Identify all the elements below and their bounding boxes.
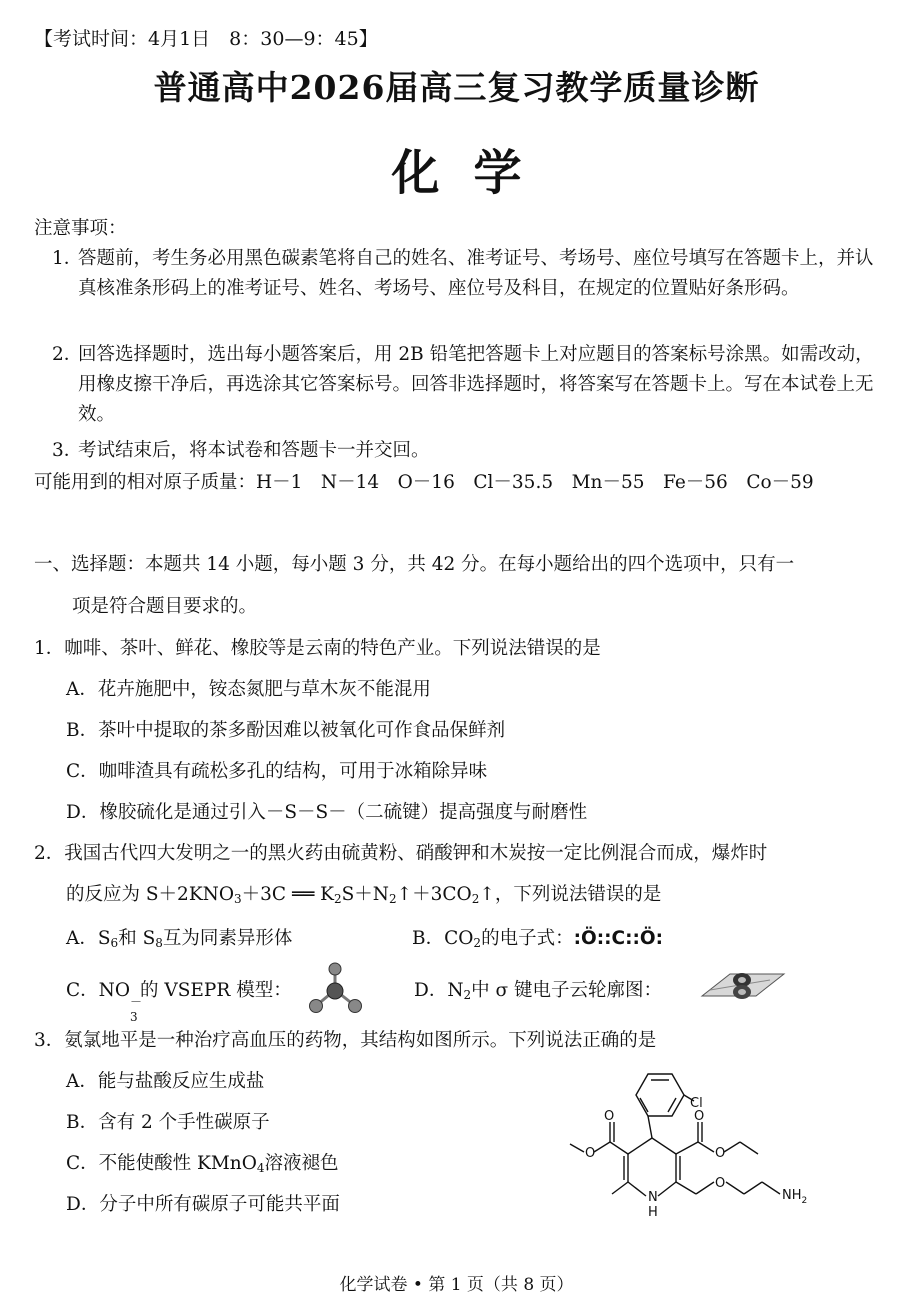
question-3-option-c: C．不能使酸性 KMnO$_4$溶液褪色 bbox=[66, 1153, 339, 1175]
subject-title: 化学 bbox=[391, 145, 556, 201]
exam-title: 普通高中2026届高三复习教学质量诊断 bbox=[153, 68, 760, 107]
question-2-stem: 2．我国古代四大发明之一的黑火药由硫黄粉、硝酸钾和木炭按一定比例混合而成，爆炸时 bbox=[34, 843, 768, 864]
co2-electron-formula: :Ö::C::Ö: bbox=[573, 928, 663, 949]
svg-text:O: O bbox=[715, 1176, 726, 1191]
vsepr-model-icon bbox=[304, 960, 366, 1018]
page-footer: 化学试卷 • 第 1 页（共 8 页） bbox=[339, 1275, 574, 1295]
question-3-option-a: A．能与盐酸反应生成盐 bbox=[66, 1071, 265, 1092]
question-2-option-d: D．$N_2$中 σ 键电子云轮廓图： bbox=[414, 980, 663, 1002]
exam-time: 【考试时间：4月1日 8：30—9：45】 bbox=[34, 28, 378, 50]
question-1-option-b: B．茶叶中提取的茶多酚因难以被氧化可作食品保鲜剂 bbox=[66, 720, 506, 741]
question-2-option-c: C．NO － 3 的 VSEPR 模型： bbox=[66, 980, 292, 1024]
struct-label-h: H bbox=[648, 1205, 658, 1220]
svg-text:O: O bbox=[585, 1146, 596, 1161]
question-2-reaction: 的反应为 $S+2KNO_3+3C$ ══ $K_2S+N_2↑+3CO_2↑$，下列说法错误的是 bbox=[66, 884, 662, 906]
section-heading-cont: 项是符合题目要求的。 bbox=[72, 596, 258, 617]
atomic-masses: 可能用到的相对原子质量：H－1 N－14 O－16 Cl－35.5 Mn－55 Fe－56 Co－59 bbox=[34, 472, 814, 493]
struct-label-n: N bbox=[648, 1190, 658, 1205]
question-3-option-d: D．分子中所有碳原子可能共平面 bbox=[66, 1194, 340, 1215]
svg-text:O: O bbox=[694, 1109, 705, 1124]
section-heading: 一、选择题：本题共 14 小题，每小题 3 分，共 42 分。在每小题给出的四个选项中，只有一 bbox=[34, 554, 795, 575]
question-3-option-b: B．含有 2 个手性碳原子 bbox=[66, 1112, 270, 1133]
question-3-stem: 3．氨氯地平是一种治疗高血压的药物，其结构如图所示。下列说法正确的是 bbox=[34, 1030, 657, 1051]
question-2-option-b: B．$CO_2$的电子式：:Ö::C::Ö: bbox=[412, 928, 663, 950]
question-1-option-c: C．咖啡渣具有疏松多孔的结构，可用于冰箱除异味 bbox=[66, 761, 488, 782]
note-item: 2．回答选择题时，选出每小题答案后，用 2B 铅笔把答题卡上对应题目的答案标号涂黑。如需改动，用橡皮擦干净后，再选涂其它答案标号。回答非选择题时，将答案写在答题卡上。写在本试卷上无效。 bbox=[52, 344, 874, 425]
svg-text:O: O bbox=[715, 1146, 726, 1161]
note-item: 3．考试结束后，将本试卷和答题卡一并交回。 bbox=[52, 440, 430, 461]
svg-text:O: O bbox=[604, 1109, 615, 1124]
question-2-option-a: A．$S_6$和 $S_8$互为同素异形体 bbox=[66, 928, 293, 950]
question-1-stem: 1．咖啡、茶叶、鲜花、橡胶等是云南的特色产业。下列说法错误的是 bbox=[34, 638, 601, 659]
struct-label-cl: Cl bbox=[690, 1096, 703, 1111]
notes-heading: 注意事项： bbox=[34, 218, 127, 239]
struct-label-nh2: $NH_2$ bbox=[782, 1188, 808, 1206]
sigma-bond-cloud-icon bbox=[700, 970, 786, 1004]
question-1-option-a: A．花卉施肥中，铵态氮肥与草木灰不能混用 bbox=[66, 679, 431, 700]
amlodipine-structure bbox=[560, 1068, 840, 1233]
note-item: 1．答题前，考生务必用黑色碳素笔将自己的姓名、准考证号、考场号、座位号填写在答题卡上，并认真核准条形码上的准考证号、姓名、考场号、座位号及科目，在规定的位置贴好条形码。 bbox=[52, 248, 874, 299]
question-1-option-d: D．橡胶硫化是通过引入－S－S－（二硫键）提高强度与耐磨性 bbox=[66, 802, 588, 823]
